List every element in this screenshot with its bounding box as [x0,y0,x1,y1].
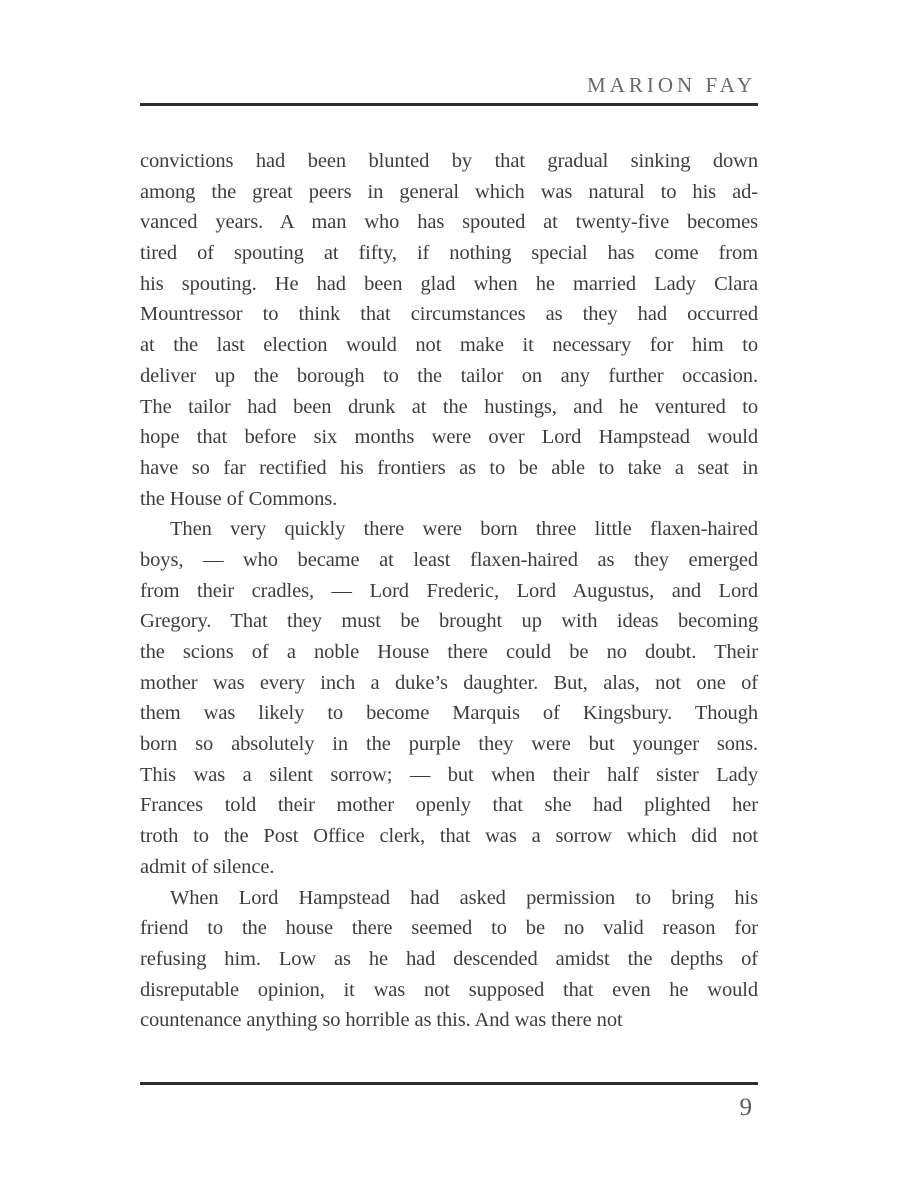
page-body [140,146,758,1036]
text-line: When Lord Hampstead had asked permission to bring his [170,886,758,909]
text-line: vanced years. A man who has spouted at twenty-five becomes [140,211,758,234]
header-rule [140,103,758,106]
text-line: boys, — who became at least flaxen-haired as they emerged [140,548,758,571]
text-line: them was likely to become Marquis of Kingsbury. Though [140,702,758,725]
text-line: deliver up the borough to the tailor on any further occasion. [140,364,758,387]
text-line: The tailor had been drunk at the hustings, and he ventured to [140,395,758,418]
text-line: from their cradles, — Lord Frederic, Lord Augustus, and Lord [140,579,758,602]
paragraph [140,514,758,882]
text-line: among the great peers in general which was natural to his ad- [140,180,758,203]
text-line: admit of silence. [140,855,275,878]
paragraph [140,146,758,514]
text-line: tired of spouting at fifty, if nothing special has come from [140,242,758,265]
text-line: countenance anything so horrible as this. And was there not [140,1009,623,1032]
text-line: convictions had been blunted by that gradual sinking down [140,150,758,172]
text-line: his spouting. He had been glad when he married Lady Clara [140,272,758,295]
text-line: the scions of a noble House there could be no doubt. Their [140,641,758,663]
text-line: disreputable opinion, it was not supposed that even he would [140,978,758,1001]
paragraph [140,883,758,1036]
footer-rule [140,1082,758,1085]
text-line: This was a silent sorrow; — but when their half sister Lady [140,763,758,786]
text-line: have so far rectified his frontiers as to be able to take a seat in [140,456,758,479]
text-line: Mountressor to think that circumstances as they had occurred [140,303,758,326]
text-line: the House of Commons. [140,487,338,510]
text-line: refusing him. Low as he had descended amidst the depths of [140,947,758,970]
text-line: Frances told their mother openly that she had plighted her [140,794,758,817]
text-line: friend to the house there seemed to be no valid reason for [140,917,758,940]
text-line: at the last election would not make it necessary for him to [140,334,758,357]
text-line: troth to the Post Office clerk, that was a sorrow which did not [140,825,758,848]
text-line: Gregory. That they must be brought up with ideas becoming [140,610,758,633]
page-header [140,0,758,106]
text-line: Then very quickly there were born three little flaxen-haired [170,518,758,541]
book-page [140,0,758,1200]
page-number: 9 [739,1093,752,1121]
running-head: MARION FAY [587,73,756,97]
text-line: mother was every inch a duke’s daughter. But, alas, not one of [140,671,758,694]
page-footer [140,1082,758,1123]
text-line: hope that before six months were over Lord Hampstead would [140,426,758,449]
text-line: born so absolutely in the purple they were but younger sons. [140,733,758,756]
